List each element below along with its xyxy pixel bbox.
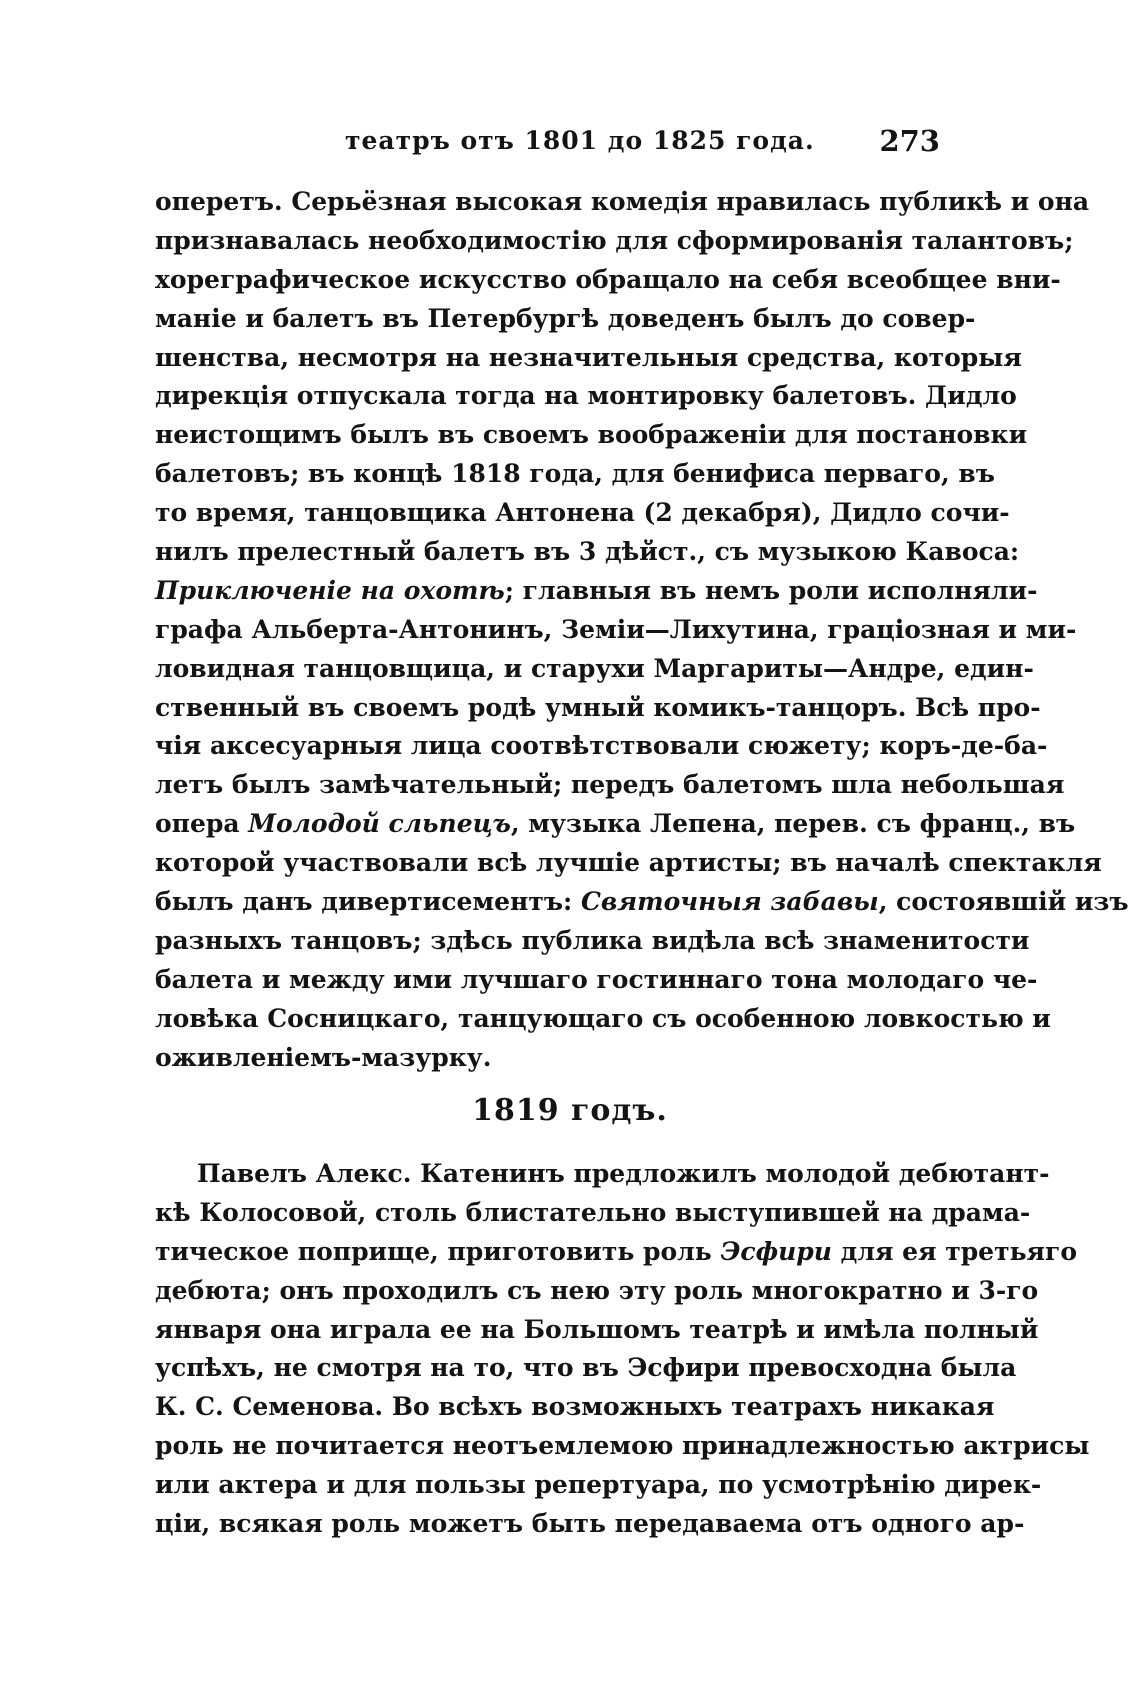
- text-line: [155, 689, 1041, 728]
- text-line: [155, 1349, 1017, 1388]
- text-segment: маніе и балетъ въ Петербургѣ доведенъ былъ до совер-: [155, 303, 976, 333]
- text-line: [155, 261, 1061, 300]
- text-line: [155, 1311, 1039, 1350]
- text-line: [155, 1388, 995, 1427]
- text-segment: или актера и для пользы репертуара, по усмотрѣнію дирек-: [155, 1470, 1042, 1500]
- text-segment: балета и между ими лучшаго гостиннаго тона молодаго че-: [155, 964, 1038, 994]
- text-segment: неистощимъ былъ въ своемъ воображеніи для постановки: [155, 420, 1028, 450]
- text-line: [155, 377, 1017, 416]
- text-segment: графа Альберта-Антонинъ, Земіи—Лихутина, граціозная и ми-: [155, 614, 1077, 644]
- text-line: [155, 183, 1090, 222]
- running-head: [150, 122, 940, 162]
- text-line: [155, 766, 1065, 805]
- text-segment: дебюта; онъ проходилъ съ нею эту роль многократно и 3-го: [155, 1275, 1039, 1305]
- italic-title: Молодой сльпецъ: [248, 809, 511, 839]
- text-segment: успѣхъ, не смотря на то, что въ Эсфири превосходна была: [155, 1353, 1017, 1383]
- running-title: театръ отъ 1801 до 1825 года.: [345, 126, 815, 155]
- italic-title: Святочныя забавы: [580, 887, 879, 917]
- text-segment: ціи, всякая роль можетъ быть передаваема отъ одного ар-: [155, 1509, 1025, 1539]
- text-segment: дирекція отпускала тогда на монтировку балетовъ. Дидло: [155, 381, 1017, 411]
- text-segment: оперетъ. Серьёзная высокая комедія нравилась публикѣ и она: [155, 187, 1090, 216]
- text-segment: Павелъ Алекс. Катенинъ предложилъ молодой дебютант-: [197, 1159, 1050, 1188]
- text-line: [155, 222, 1074, 261]
- text-segment: балетовъ; въ концѣ 1818 года, для бенифиса перваго, въ: [155, 459, 995, 489]
- text-line: [155, 1233, 1078, 1272]
- text-segment: роль не почитается неотъемлемою принадлежностью актрисы: [155, 1431, 1090, 1461]
- text-segment: тическое поприще, приготовить роль: [155, 1236, 721, 1266]
- text-segment: ловидная танцовщица, и старухи Маргариты—Андре, един-: [155, 653, 1034, 683]
- text-line: [155, 1039, 940, 1078]
- text-line: [155, 572, 1038, 611]
- text-segment: чія аксесуарныя лица соотвѣтствовали сюжету; коръ-де-ба-: [155, 731, 1048, 761]
- text-line: [155, 455, 995, 494]
- text-segment: хореграфическое искусство обращало на себя всеобщее вни-: [155, 264, 1061, 294]
- text-line: [155, 922, 1030, 961]
- text-line: [155, 883, 1129, 922]
- text-segment: К. С. Семенова. Во всѣхъ возможныхъ театрахъ никакая: [155, 1392, 995, 1422]
- italic-title: Приключеніе на охотѣ: [155, 575, 505, 605]
- paragraph-2: [155, 1155, 1090, 1544]
- text-segment: опера: [155, 809, 249, 839]
- text-line: [155, 533, 1020, 572]
- text-segment: , состоявшій изъ: [878, 887, 1129, 917]
- text-segment: нилъ прелестный балетъ въ 3 дѣйст., съ музыкою Кавоса:: [155, 537, 1020, 567]
- text-line: [155, 1155, 1050, 1194]
- text-line: [155, 1194, 1031, 1233]
- text-segment: летъ былъ замѣчательный; передъ балетомъ шла небольшая: [155, 770, 1065, 800]
- text-line: [155, 1272, 1039, 1311]
- text-line: [155, 961, 1038, 1000]
- text-line: [155, 416, 1028, 455]
- text-segment: разныхъ танцовъ; здѣсь публика видѣла всѣ знаменитости: [155, 925, 1030, 955]
- text-segment: ственный въ своемъ родѣ умный комикъ-танцоръ. Всѣ про-: [155, 692, 1041, 722]
- text-segment: для ея третьяго: [831, 1236, 1078, 1266]
- text-line: [155, 805, 1076, 844]
- page-number: 273: [879, 124, 940, 158]
- paragraph-1: [155, 183, 1129, 1077]
- text-line: [155, 727, 1048, 766]
- text-line: [155, 1000, 1051, 1039]
- italic-title: Эсфири: [720, 1236, 832, 1266]
- section-heading: 1819 годъ.: [472, 1093, 668, 1128]
- text-line: [155, 300, 976, 339]
- text-line: [155, 611, 1077, 650]
- text-line: [155, 339, 1022, 378]
- text-segment: былъ данъ дивертисементъ:: [155, 887, 581, 917]
- text-segment: то время, танцовщика Антонена (2 декабря), Дидло сочи-: [155, 498, 1010, 528]
- text-segment: ловѣка Сосницкаго, танцующаго съ особенною ловкостью и: [155, 1003, 1051, 1033]
- text-segment: которой участвовали всѣ лучшіе артисты; въ началѣ спектакля: [155, 848, 1102, 878]
- text-segment: января она играла ее на Большомъ театрѣ и имѣла полный: [155, 1314, 1039, 1344]
- text-line: [155, 494, 1010, 533]
- text-segment: шенства, несмотря на незначительныя средства, которыя: [155, 342, 1022, 372]
- text-line: [155, 1427, 1090, 1466]
- text-segment: оживленіемъ-мазурку.: [155, 1042, 492, 1072]
- text-line: [155, 844, 1102, 883]
- text-segment: , музыка Лепена, перев. съ франц., въ: [510, 809, 1076, 839]
- text-segment: ; главныя въ немъ роли исполняли-: [504, 575, 1038, 605]
- text-segment: признавалась необходимостію для сформированія талантовъ;: [155, 225, 1074, 255]
- text-line: [155, 1466, 1042, 1505]
- text-line: [155, 650, 1034, 689]
- text-segment: кѣ Колосовой, столь блистательно выступившей на драма-: [155, 1197, 1031, 1227]
- text-line: [155, 1505, 1025, 1544]
